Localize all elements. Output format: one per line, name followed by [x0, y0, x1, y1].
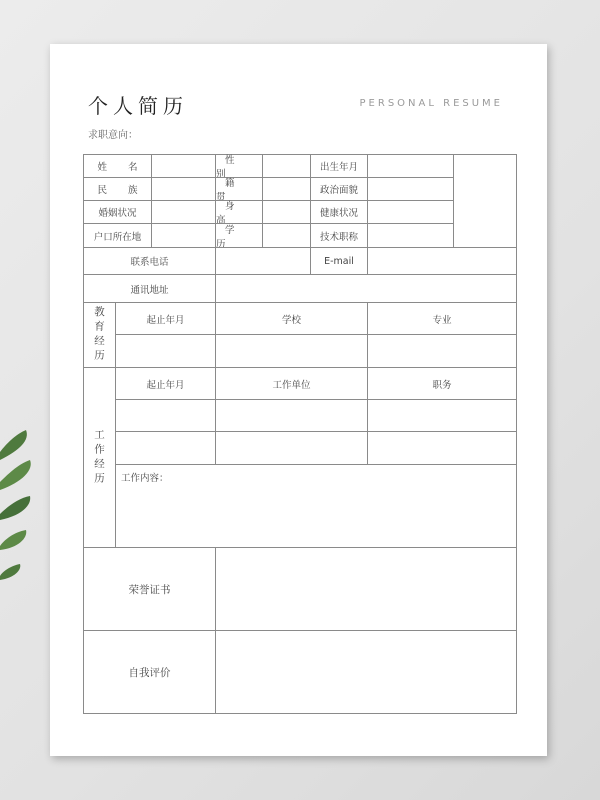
label-email: E-mail: [310, 247, 368, 275]
political-status-field[interactable]: [367, 177, 454, 201]
work-col-period: 起止年月: [115, 367, 216, 400]
self-eval-label: 自我评价: [83, 630, 216, 714]
education-col-school: 学校: [215, 302, 368, 335]
label-education-level: 学 历: [215, 223, 263, 248]
label-height: 身 高: [215, 200, 263, 224]
label-name: 姓 名: [83, 154, 152, 178]
health-field[interactable]: [367, 200, 454, 224]
label-ethnicity: 民 族: [83, 177, 152, 201]
ethnicity-field[interactable]: [151, 177, 216, 201]
plant-leaf-decoration: [0, 420, 40, 590]
hukou-field[interactable]: [151, 223, 216, 248]
work-company-field-1[interactable]: [215, 399, 368, 432]
label-address: 通讯地址: [83, 274, 216, 303]
page-title: 个人简历: [88, 94, 188, 118]
honors-field[interactable]: [215, 547, 517, 631]
work-position-field-2[interactable]: [367, 431, 517, 465]
education-major-field[interactable]: [367, 334, 517, 368]
gender-field[interactable]: [262, 154, 311, 178]
work-company-field-2[interactable]: [215, 431, 368, 465]
education-section-label: 教育经历: [83, 302, 116, 368]
phone-field[interactable]: [215, 247, 311, 275]
title-rank-field[interactable]: [367, 223, 454, 248]
job-intent-label[interactable]: 求职意向：: [88, 130, 138, 141]
label-marital-status: 婚姻状况: [83, 200, 152, 224]
work-content-field[interactable]: 工作内容：: [115, 464, 517, 548]
label-title-rank: 技术职称: [310, 223, 368, 248]
education-school-field[interactable]: [215, 334, 368, 368]
photo-box[interactable]: [453, 154, 517, 248]
label-political-status: 政治面貌: [310, 177, 368, 201]
self-eval-field[interactable]: [215, 630, 517, 714]
label-hukou: 户口所在地: [83, 223, 152, 248]
work-period-field-2[interactable]: [115, 431, 216, 465]
work-period-field-1[interactable]: [115, 399, 216, 432]
work-section-label: 工作经历: [83, 367, 116, 548]
height-field[interactable]: [262, 200, 311, 224]
marital-status-field[interactable]: [151, 200, 216, 224]
label-health: 健康状况: [310, 200, 368, 224]
birth-field[interactable]: [367, 154, 454, 178]
work-col-position: 职务: [367, 367, 517, 400]
education-period-field[interactable]: [115, 334, 216, 368]
education-col-period: 起止年月: [115, 302, 216, 335]
label-gender: 性 别: [215, 154, 263, 178]
address-field[interactable]: [215, 274, 517, 303]
work-col-company: 工作单位: [215, 367, 368, 400]
native-place-field[interactable]: [262, 177, 311, 201]
name-field[interactable]: [151, 154, 216, 178]
email-field[interactable]: [367, 247, 517, 275]
label-native-place: 籍 贯: [215, 177, 263, 201]
education-col-major: 专业: [367, 302, 517, 335]
work-position-field-1[interactable]: [367, 399, 517, 432]
resume-paper: [50, 44, 547, 756]
education-level-field[interactable]: [262, 223, 311, 248]
label-phone: 联系电话: [83, 247, 216, 275]
label-birth: 出生年月: [310, 154, 368, 178]
honors-label: 荣誉证书: [83, 547, 216, 631]
page-subtitle: PERSONAL RESUME: [359, 98, 503, 109]
